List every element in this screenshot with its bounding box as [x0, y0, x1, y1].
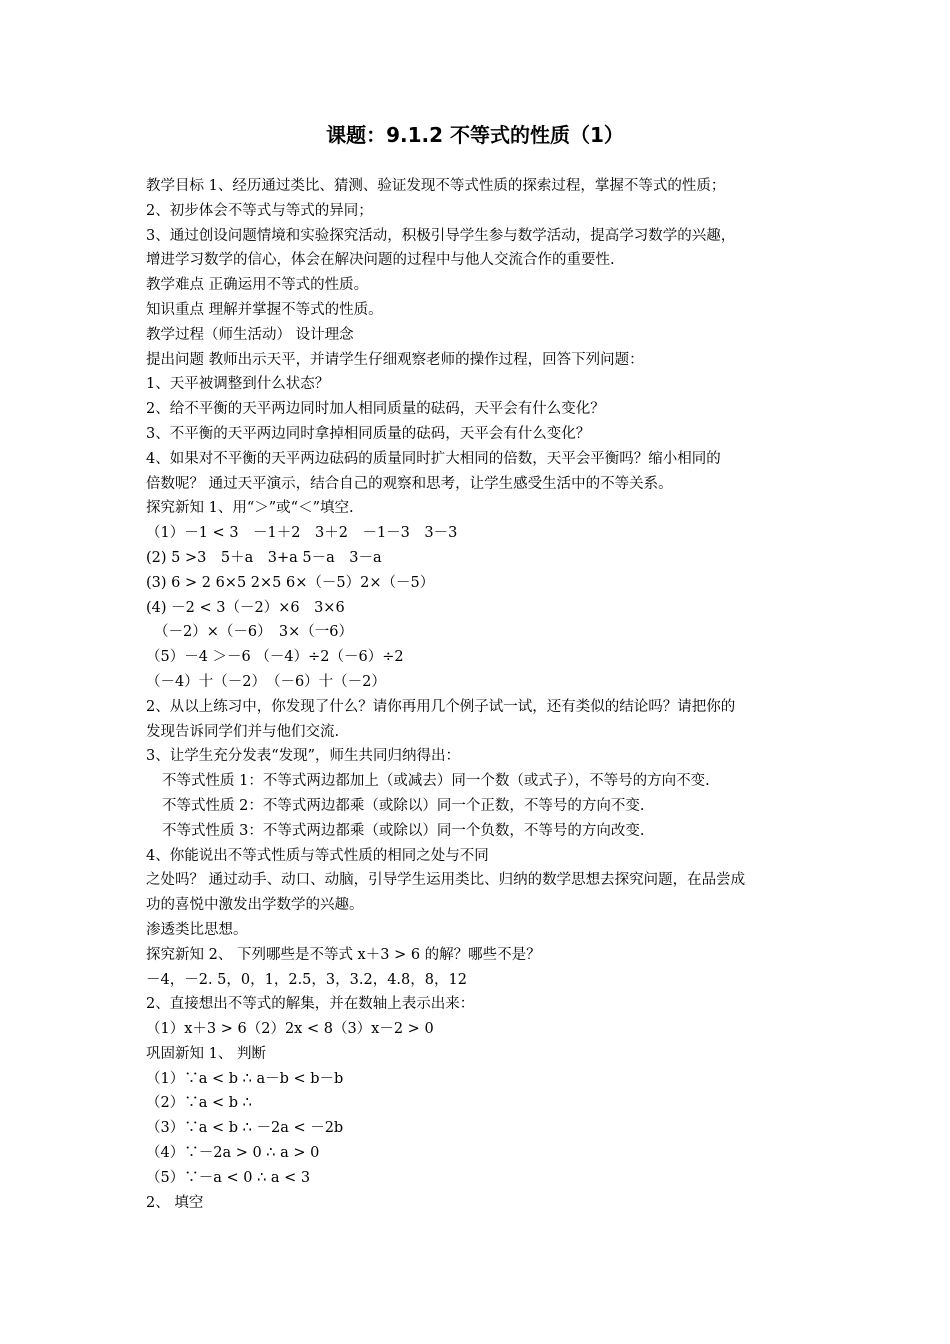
text-line: 增进学习数学的信心，体会在解决问题的过程中与他人交流合作的重要性. — [146, 252, 615, 269]
text-line: 2、初步体会不等式与等式的异同； — [146, 202, 373, 219]
text-line: 教学目标 1、经历通过类比、猜测、验证发现不等式性质的探索过程，掌握不等式的性质； — [146, 178, 726, 194]
text-line: 不等式性质 2：不等式两边都乘（或除以）同一个正数，不等号的方向不变. — [162, 797, 645, 814]
text-line: 知识重点 理解并掌握不等式的性质。 — [146, 301, 383, 318]
text-line: 教学过程（师生活动） 设计理念 — [146, 326, 354, 343]
text-line: （－2）×（－6） 3×（一6） — [154, 624, 353, 641]
text-line: 2、 填空 — [146, 1194, 204, 1211]
text-line: 功的喜悦中激发出学数学的兴趣。 — [146, 897, 364, 914]
text-line: 探究新知 2、 下列哪些是不等式 x＋3 > 6 的解？哪些不是？ — [146, 946, 541, 963]
text-line: （－4）十（－2） （－6）十（－2） — [146, 673, 386, 690]
text-line: 3、不平衡的天平两边同时拿掉相同质量的砝码，天平会有什么变化？ — [146, 425, 591, 442]
text-line: (2) 5 >3 5＋a 3+a 5－a 3－a — [146, 549, 382, 566]
text-line: 2、直接想出不等式的解集，并在数轴上表示出来： — [146, 996, 475, 1013]
text-line: 不等式性质 1：不等式两边都加上（或减去）同一个数（或式子），不等号的方向不变. — [162, 773, 710, 790]
text-line: 教学难点 正确运用不等式的性质。 — [146, 277, 369, 294]
text-line: 之处吗？ 通过动手、动口、动脑，引导学生运用类比、归纳的数学思想去探究问题，在品尝成 — [146, 872, 746, 889]
text-line: （1）－1 < 3 －1＋2 3＋2 －1－3 3－3 — [146, 525, 458, 542]
text-line: （1）x＋3 > 6（2）2x < 8（3）x－2 > 0 — [146, 1021, 434, 1038]
text-line: 巩固新知 1、 判断 — [146, 1045, 266, 1062]
text-line: 3、让学生充分发表“发现”，师生共同归纳得出： — [146, 748, 461, 765]
document-body — [146, 174, 810, 1215]
text-line: （5）∵－a < 0 ∴ a < 3 — [146, 1169, 311, 1186]
text-line: （5）－4 ＞－6 （－4）÷2（－6）÷2 — [146, 649, 404, 666]
text-line: 1、天平被调整到什么状态？ — [146, 376, 330, 393]
page-title: 课题：9.1.2 不等式的性质（1） — [326, 123, 624, 147]
text-line: 2、给不平衡的天平两边同时加人相同质量的砝码，天平会有什么变化？ — [146, 401, 605, 418]
text-line: （1）∵a < b ∴ a－b < b－b — [146, 1070, 344, 1087]
text-line: 探究新知 1、用“＞”或“＜”填空. — [146, 500, 354, 517]
text-line: 4、你能说出不等式性质与等式性质的相同之处与不同 — [146, 847, 489, 864]
text-line: 3、通过创设问题情境和实验探究活动，积极引导学生参与数学活动，提高学习数学的兴趣， — [146, 227, 736, 244]
text-line: （4）∵－2a > 0 ∴ a > 0 — [146, 1145, 320, 1162]
text-line: 4、如果对不平衡的天平两边砝码的质量同时扩大相同的倍数，天平会平衡吗？缩小相同的 — [146, 450, 721, 467]
text-line: (4) －2 < 3（－2）×6 3×6 — [146, 599, 345, 616]
text-line: 不等式性质 3：不等式两边都乘（或除以）同一个负数，不等号的方向改变. — [162, 822, 645, 839]
text-line: （2）∵a < b ∴ — [146, 1095, 252, 1112]
text-line: －4，－2. 5，0，1，2.5，3，3.2，4.8，8，12 — [146, 971, 467, 988]
text-line: 发现告诉同学们并与他们交流. — [146, 723, 340, 740]
text-line: 渗透类比思想。 — [146, 921, 248, 938]
text-line: (3) 6 > 2 6×5 2×5 6×（－5）2×（－5） — [146, 574, 435, 591]
text-line: 倍数呢？ 通过天平演示，结合自己的观察和思考，让学生感受生活中的不等关系。 — [146, 475, 673, 492]
text-line: （3）∵a < b ∴ －2a < －2b — [146, 1120, 344, 1137]
text-line: 2、从以上练习中，你发现了什么？请你再用几个例子试一试，还有类似的结论吗？请把你的 — [146, 698, 736, 715]
text-line: 提出问题 教师出示天平，并请学生仔细观察老师的操作过程，回答下列问题： — [146, 351, 644, 368]
